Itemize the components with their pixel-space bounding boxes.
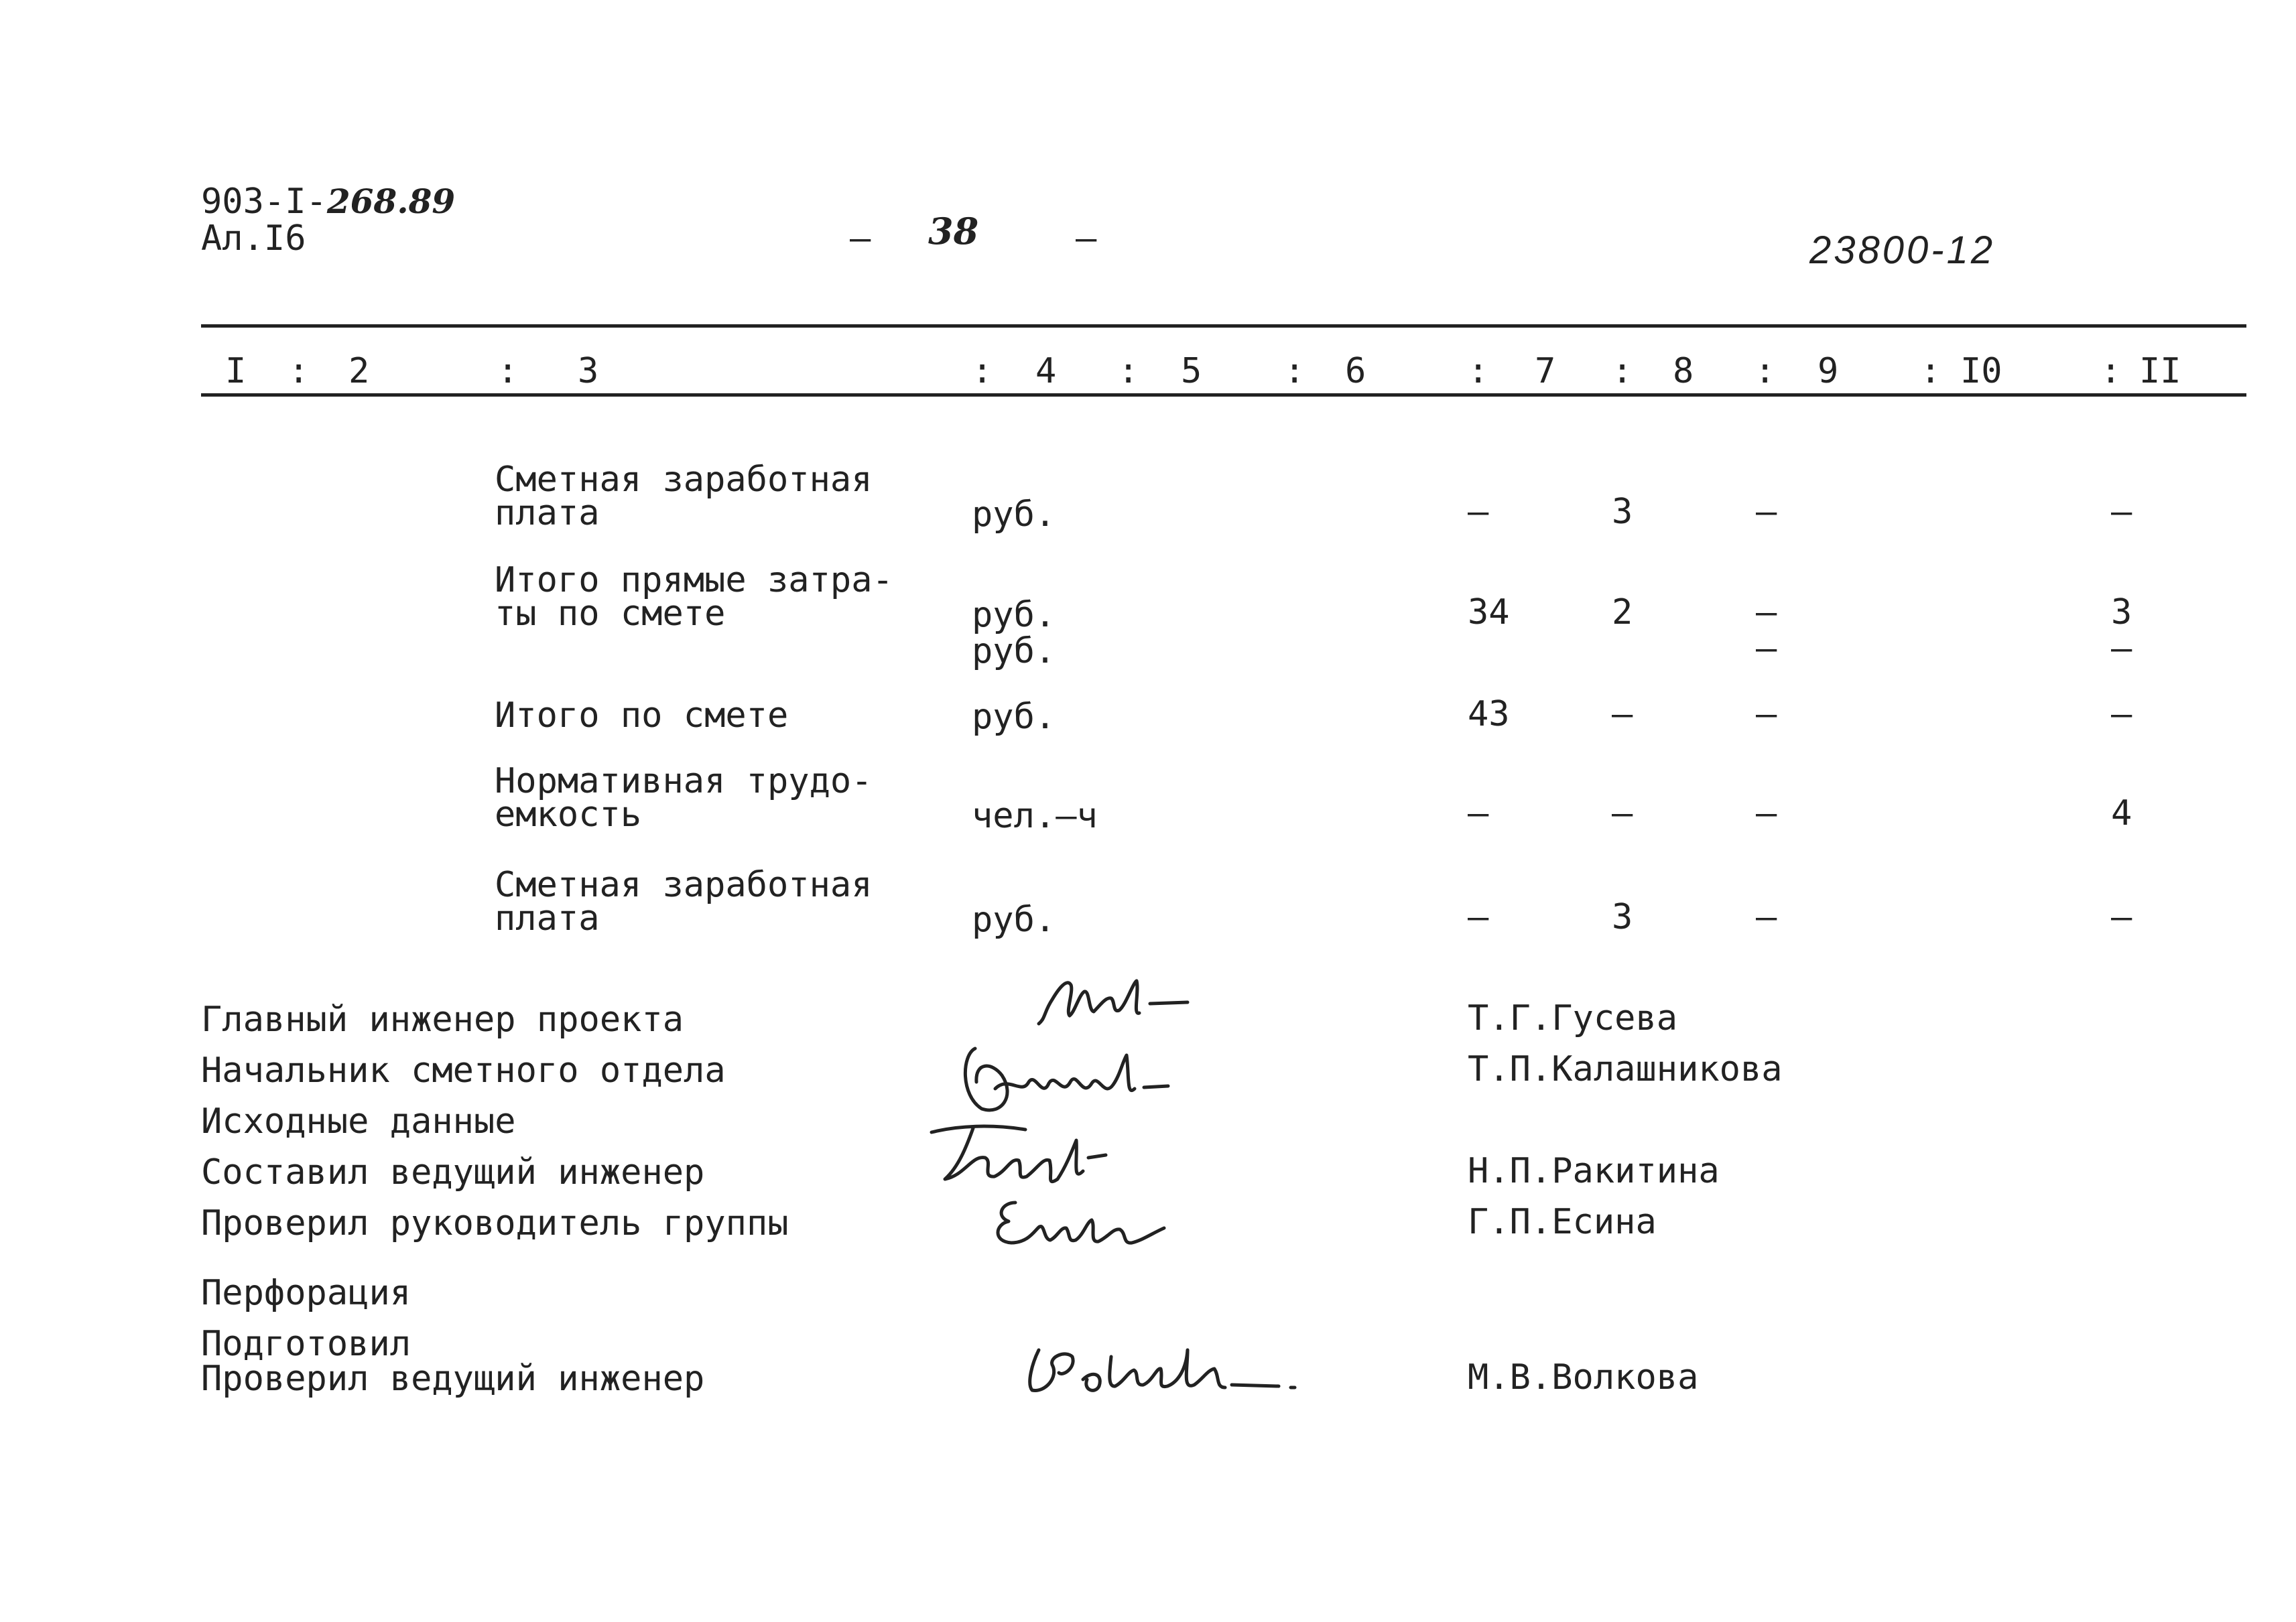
column-header: II — [2139, 351, 2181, 391]
page-dash-right: – — [1076, 218, 1097, 259]
document-code-printed: 903-I- — [201, 182, 327, 222]
row-name-line1: Нормативная трудо- — [495, 761, 873, 801]
row-col7: – — [1468, 897, 1489, 937]
row-col11-secondary: – — [2111, 628, 2132, 669]
row-name-line2: емкость — [495, 795, 642, 835]
column-header: I — [225, 351, 247, 391]
table-header-rule — [201, 393, 2246, 397]
column-header: 7 — [1535, 351, 1556, 391]
inventory-number: 23800-12 — [1809, 228, 1996, 272]
row-col7: – — [1468, 793, 1489, 833]
document-code-handwritten: 268.89 — [326, 182, 456, 221]
column-separator: : — [1468, 351, 1489, 391]
column-separator: : — [1284, 351, 1305, 391]
row-col9: – — [1756, 793, 1777, 833]
column-header: 3 — [578, 351, 599, 391]
row-name-line1: Сметная заработная — [495, 460, 873, 500]
perforation-checked-name: М.В.Волкова — [1468, 1357, 1699, 1398]
album-number: Ал.I6 — [201, 218, 306, 259]
signature-name: Т.П.Калашникова — [1468, 1049, 1783, 1089]
row-unit: руб. — [972, 595, 1056, 635]
row-unit: руб. — [972, 494, 1056, 535]
row-col11: 3 — [2111, 592, 2132, 632]
row-col7: 34 — [1468, 592, 1510, 632]
table-top-rule — [201, 324, 2246, 328]
row-unit: руб. — [972, 697, 1056, 737]
row-col8: 2 — [1612, 592, 1633, 632]
page-number: 38 — [928, 210, 979, 253]
row-name-line2: плата — [495, 493, 600, 533]
row-col11: – — [2111, 694, 2132, 734]
signature-role: Главный инженер проекта — [201, 1000, 684, 1040]
signature-role: Исходные данные — [201, 1101, 516, 1142]
row-col9: – — [1756, 492, 1777, 532]
handwritten-signature — [1019, 1330, 1307, 1404]
row-unit-secondary: руб. — [972, 631, 1056, 671]
column-header: I0 — [1960, 351, 2002, 391]
row-col9-secondary: – — [1756, 628, 1777, 669]
row-col8: – — [1612, 694, 1633, 734]
signature-name: Н.П.Ракитина — [1468, 1151, 1720, 1191]
column-separator: : — [1755, 351, 1776, 391]
row-col11: – — [2111, 897, 2132, 937]
document-code — [201, 182, 456, 222]
handwritten-signature — [988, 1189, 1169, 1256]
column-header: 2 — [348, 351, 370, 391]
column-separator: : — [2100, 351, 2122, 391]
handwritten-signature — [955, 1035, 1176, 1122]
perforation-prepared: Подготовил — [201, 1324, 411, 1364]
row-name-line2: плата — [495, 898, 600, 939]
row-name-line1: Итого по смете — [495, 695, 789, 736]
column-header: 6 — [1345, 351, 1366, 391]
signature-name: Г.П.Есина — [1468, 1202, 1657, 1242]
row-col9: – — [1756, 694, 1777, 734]
perforation-checked-role: Проверил ведущий инженер — [201, 1359, 705, 1399]
signature-name: Т.Г.Гусева — [1468, 998, 1678, 1038]
column-separator: : — [1118, 351, 1139, 391]
signature-role: Начальник сметного отдела — [201, 1051, 726, 1091]
page-dash-left: – — [850, 218, 871, 259]
row-col11: 4 — [2111, 793, 2132, 833]
row-col7: 43 — [1468, 694, 1510, 734]
row-col8: – — [1612, 793, 1633, 833]
column-header: 4 — [1035, 351, 1057, 391]
column-separator: : — [497, 351, 519, 391]
row-col8: 3 — [1612, 897, 1633, 937]
column-header: 8 — [1673, 351, 1694, 391]
row-col9: – — [1756, 897, 1777, 937]
row-name-line2: ты по смете — [495, 594, 726, 634]
row-unit: чел.–ч — [972, 796, 1098, 836]
column-separator: : — [288, 351, 310, 391]
row-col11: – — [2111, 492, 2132, 532]
perforation-title: Перфорация — [201, 1273, 411, 1313]
row-name-line1: Сметная заработная — [495, 865, 873, 905]
column-header: 5 — [1181, 351, 1202, 391]
signature-role: Проверил руководитель группы — [201, 1203, 789, 1243]
row-unit: руб. — [972, 900, 1056, 940]
row-name-line1: Итого прямые затра- — [495, 560, 893, 600]
row-col8: 3 — [1612, 492, 1633, 532]
handwritten-signature — [925, 1120, 1112, 1194]
handwritten-signature — [1032, 971, 1193, 1032]
signature-role: Составил ведущий инженер — [201, 1152, 705, 1193]
row-col9: – — [1756, 592, 1777, 632]
column-separator: : — [1612, 351, 1633, 391]
column-separator: : — [1920, 351, 1941, 391]
row-col7: – — [1468, 492, 1489, 532]
column-separator: : — [972, 351, 993, 391]
column-header: 9 — [1817, 351, 1839, 391]
